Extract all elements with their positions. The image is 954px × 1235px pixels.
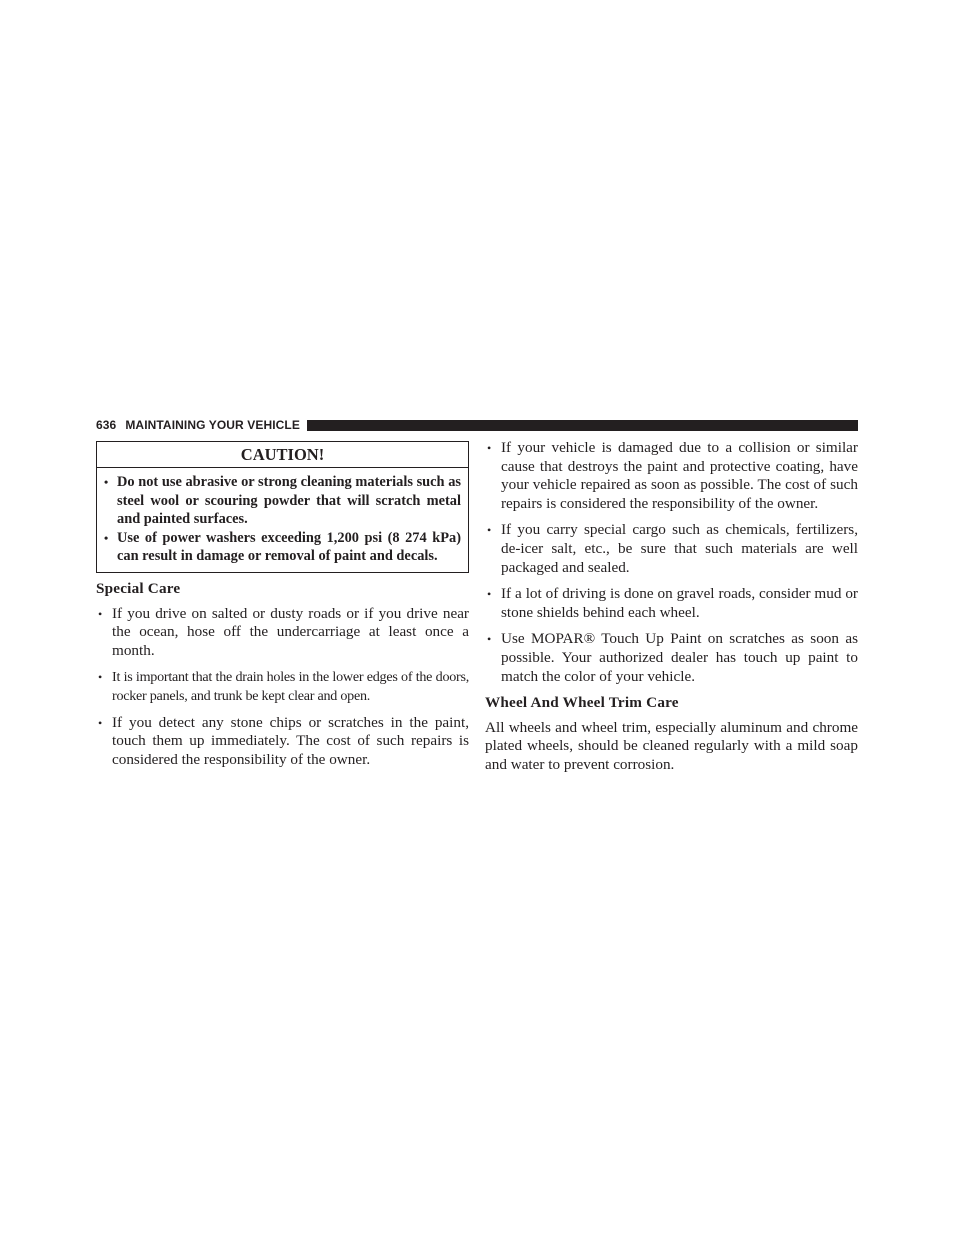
wheel-care-paragraph: All wheels and wheel trim, especially aluminum and chrome plated wheels, should be cleaned regularly with a mild soap and water to prevent corrosion. [485,718,858,773]
bullet-icon: • [487,587,492,602]
bullet-icon: • [487,523,492,538]
caution-box [96,441,469,573]
page-header [96,417,858,433]
special-care-heading: Special Care [96,579,181,597]
bullet-icon: • [104,530,109,545]
bullet-icon: • [98,606,103,621]
left-column [96,441,469,777]
continued-care-list [485,439,858,686]
special-care-list [96,605,469,770]
wheel-care-heading: Wheel And Wheel Trim Care [485,694,679,712]
caution-title: CAUTION! [97,442,468,468]
bullet-icon: • [98,715,103,730]
bullet-icon: • [104,475,109,489]
bullet-icon: • [487,441,492,455]
section-title: MAINTAINING YOUR VEHICLE [125,418,300,432]
page-number: 636 [96,418,117,432]
list-item-text: If a lot of driving is done on gravel roads, consider mud or stone shields behind each wheel. [501,585,858,621]
bullet-icon: • [98,670,102,685]
list-item [485,630,858,686]
caution-item [104,529,461,566]
list-item [96,714,469,770]
list-item-text: If you carry special cargo such as chemicals, fertilizers, de-icer salt, etc., be sure that such materials are well packaged and sealed. [501,521,858,576]
caution-list [97,468,468,572]
list-item [485,439,858,513]
caution-item-text: Do not use abrasive or strong cleaning materials such as steel wool or scouring powder that will scratch metal and painted surfaces. [117,474,461,528]
list-item [96,605,469,661]
caution-item-text: Use of power washers exceeding 1,200 psi (8 274 kPa) can result in damage or removal of paint and decals. [117,529,461,565]
list-item [485,585,858,622]
header-rule [307,420,858,431]
list-item-text: If you drive on salted or dusty roads or if you drive near the ocean, hose off the undercarriage at least once a month. [112,604,469,659]
bullet-icon: • [487,632,492,647]
list-item-text: It is important that the drain holes in the lower edges of the doors, rocker panels, and trunk be kept clear and open. [112,669,469,704]
list-item [485,521,858,577]
caution-item [104,473,461,529]
list-item [96,668,469,705]
list-item-text: Use MOPAR® Touch Up Paint on scratches as soon as possible. Your authorized dealer has touch up paint to match the color of your vehicle. [501,630,858,685]
list-item-text: If you detect any stone chips or scratches in the paint, touch them up immediately. The cost of such repairs is considered the responsibility of the owner. [112,713,469,768]
list-item-text: If your vehicle is damaged due to a collision or similar cause that destroys the paint and protective coating, have your vehicle repaired as soon as possible. The cost of such repairs is considered the responsibility of the owner. [501,439,858,512]
right-column [485,439,858,775]
